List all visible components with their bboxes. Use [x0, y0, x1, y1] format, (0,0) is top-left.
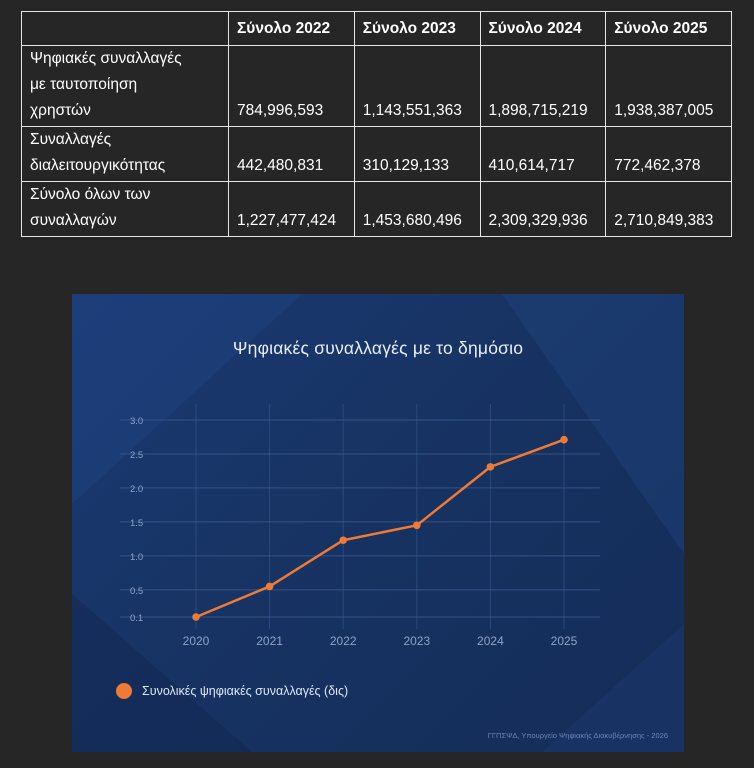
table-cell: 1,143,551,363: [354, 46, 480, 127]
legend: [116, 683, 348, 699]
legend-label: Συνολικές ψηφιακές συναλλαγές (δις): [142, 684, 349, 698]
header-2023: Σύνολο 2023: [354, 12, 480, 46]
table-header-row: [22, 12, 732, 46]
legend-marker: [116, 683, 132, 699]
x-tick-label: 2022: [329, 634, 357, 648]
table-cell: 310,129,133: [354, 127, 480, 182]
header-2022: Σύνολο 2022: [229, 12, 355, 46]
chart-card: [72, 294, 684, 752]
table-cell: 1,898,715,219: [480, 46, 606, 127]
transactions-table: [21, 11, 732, 237]
x-axis-ticks: [183, 634, 578, 648]
y-tick-label: 2.0: [130, 483, 144, 495]
table-cell: 442,480,831: [229, 127, 355, 182]
table-cell: 2,710,849,383: [606, 182, 732, 237]
header-2025: Σύνολο 2025: [606, 12, 732, 46]
y-tick-label: 3.0: [130, 416, 144, 427]
table-cell: 1,938,387,005: [606, 46, 732, 127]
table-row: [22, 182, 732, 237]
row-label: Σύνολο όλων των συναλλαγών: [22, 182, 229, 237]
data-point: [266, 583, 274, 591]
y-tick-label: 1.5: [130, 517, 144, 529]
row-label: Ψηφιακές συναλλαγές με ταυτοποίηση χρηστών: [22, 46, 229, 127]
y-tick-label: 0.1: [130, 613, 144, 624]
table-cell: 1,227,477,424: [229, 182, 355, 237]
x-tick-label: 2025: [550, 634, 578, 648]
x-tick-label: 2021: [256, 634, 283, 648]
table-cell: 2,309,329,936: [480, 182, 606, 237]
data-point: [192, 613, 200, 621]
table-cell: 784,996,593: [229, 46, 355, 127]
table-cell: 1,453,680,496: [354, 182, 480, 237]
x-tick-label: 2023: [403, 634, 431, 648]
data-point: [339, 536, 347, 544]
source-note: ΓΓΠΣΨΔ, Υπουργείο Ψηφιακής Διακυβέρνησης - 2026: [487, 731, 668, 740]
x-tick-label: 2020: [182, 634, 210, 648]
table-cell: 772,462,378: [606, 127, 732, 182]
header-empty-cell: [22, 12, 229, 46]
data-point: [560, 436, 568, 444]
row-label: Συναλλαγές διαλειτουργικότητας: [22, 127, 229, 182]
grid: [120, 404, 600, 629]
data-point: [487, 463, 495, 471]
table-row: [22, 127, 732, 182]
table-row: [22, 46, 732, 127]
x-tick-label: 2024: [477, 634, 504, 648]
header-2024: Σύνολο 2024: [480, 12, 606, 46]
y-tick-label: 2.5: [130, 449, 144, 461]
series-line: [196, 440, 564, 617]
series: [192, 436, 568, 621]
table-cell: 410,614,717: [480, 127, 606, 182]
y-tick-label: 1.0: [130, 551, 144, 563]
chart-title: Ψηφιακές συναλλαγές με το δημόσιο: [232, 338, 524, 358]
y-tick-label: 0.5: [130, 585, 144, 597]
data-point: [413, 521, 421, 529]
